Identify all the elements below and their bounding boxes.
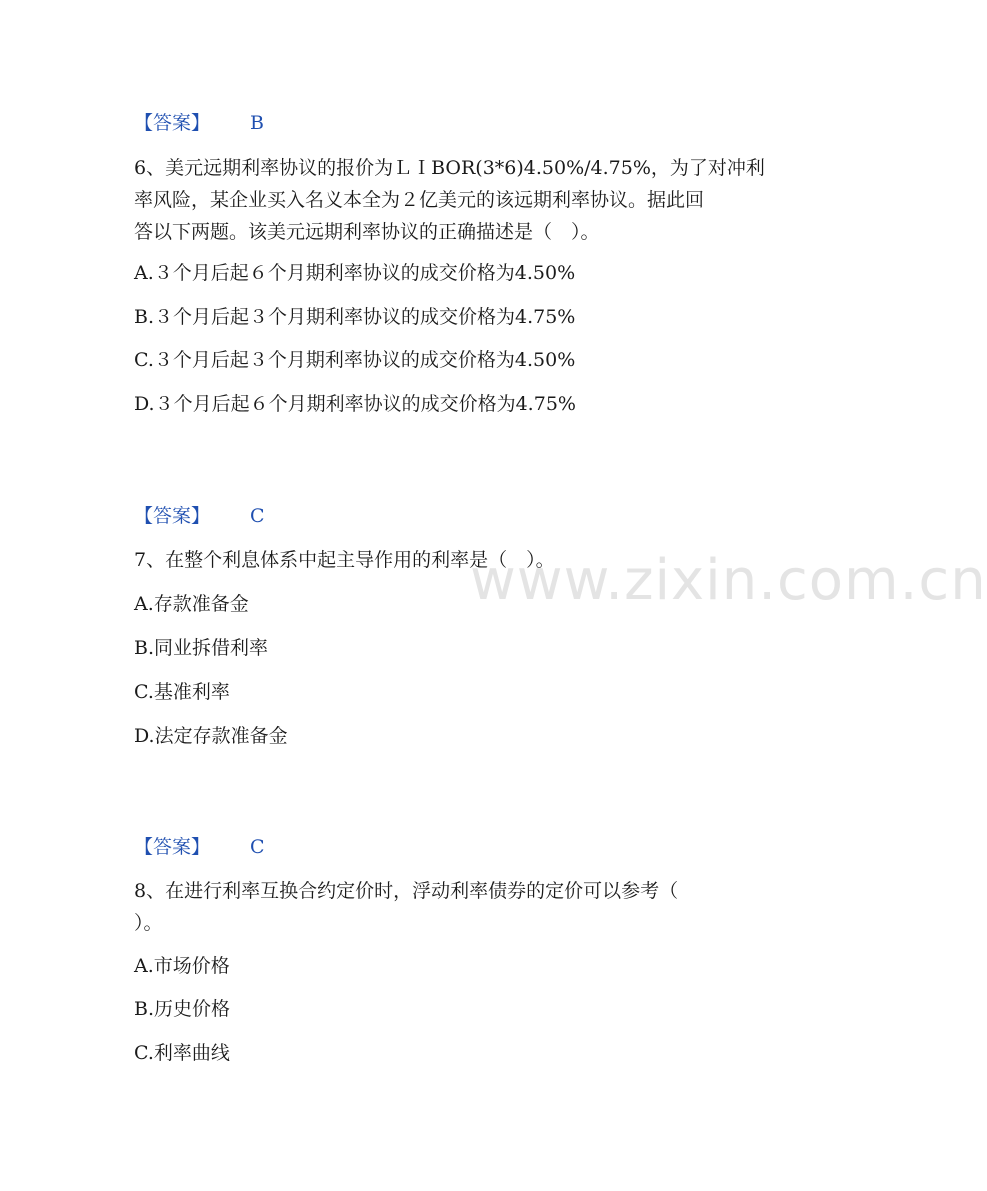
question-6-text: 答以下两题。该美元远期利率协议的正确描述是（ ）。 (134, 221, 600, 243)
answer-value: C (250, 505, 265, 527)
question-6-text: 6、美元远期利率协议的报价为ＬＩBOR(3*6)4.50%/4.75%，为了对冲利 (134, 157, 765, 179)
question-6-option-a: A.３个月后起６个月期利率协议的成交价格为4.50% (134, 262, 576, 284)
question-6-text: 率风险，某企业买入名义本全为２亿美元的该远期利率协议。据此回 (134, 189, 705, 211)
answer-value: C (250, 836, 265, 858)
answer-row (134, 834, 265, 860)
answer-row (134, 110, 264, 136)
question-8-option-c: C.利率曲线 (134, 1042, 230, 1064)
question-8-text: 8、在进行利率互换合约定价时，浮动利率债券的定价可以参考（ (134, 880, 679, 902)
answer-label: 【答案】 (134, 836, 211, 858)
question-6-option-b: B.３个月后起３个月期利率协议的成交价格为4.75% (134, 306, 576, 328)
question-7-text: 7、在整个利息体系中起主导作用的利率是（ ）。 (134, 549, 555, 571)
answer-row (134, 503, 265, 529)
question-7-option-d: D.法定存款准备金 (134, 725, 288, 747)
question-7-option-c: C.基准利率 (134, 681, 230, 703)
question-8-option-a: A.市场价格 (134, 955, 230, 977)
question-6-option-d: D.３个月后起６个月期利率协议的成交价格为4.75% (134, 393, 576, 415)
question-8-text: ）。 (134, 912, 163, 934)
question-6-option-c: C.３个月后起３个月期利率协议的成交价格为4.50% (134, 349, 576, 371)
question-7-option-a: A.存款准备金 (134, 593, 249, 615)
answer-label: 【答案】 (134, 505, 211, 527)
answer-value: B (250, 112, 264, 134)
answer-label: 【答案】 (134, 112, 211, 134)
watermark: www.zixin.com.cn (470, 548, 987, 613)
question-8-option-b: B.历史价格 (134, 998, 231, 1020)
question-7-option-b: B.同业拆借利率 (134, 637, 269, 659)
